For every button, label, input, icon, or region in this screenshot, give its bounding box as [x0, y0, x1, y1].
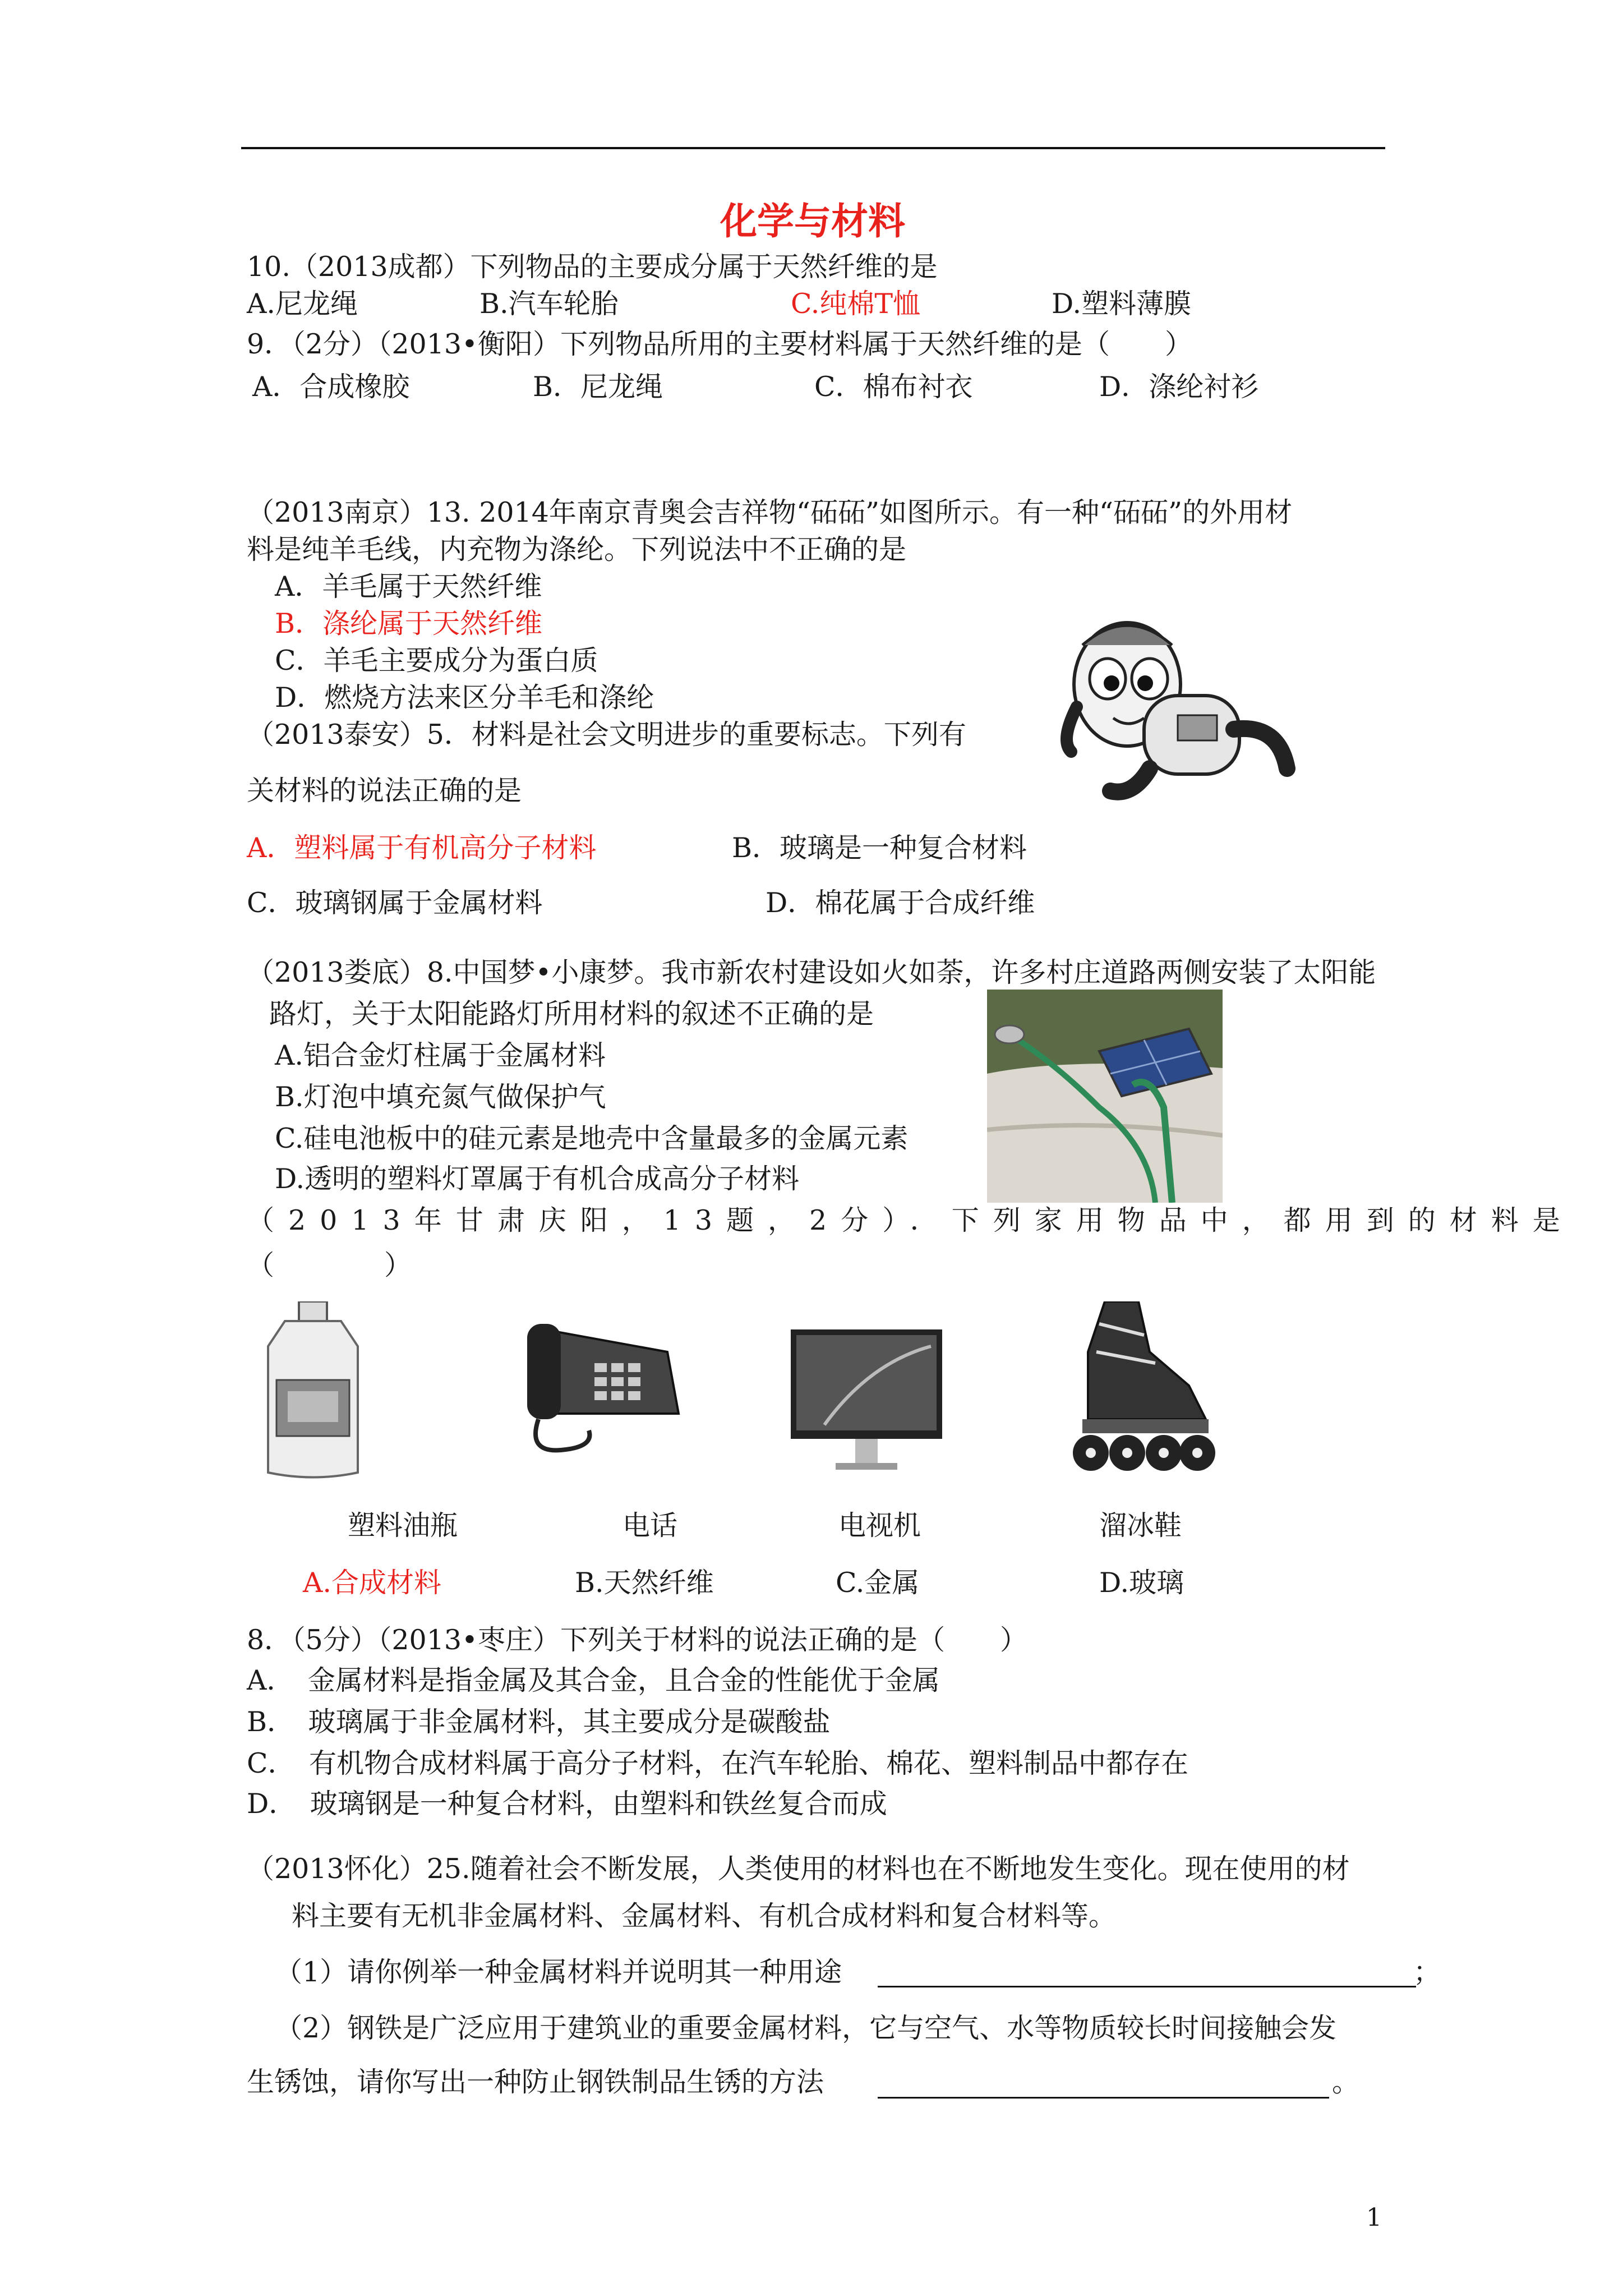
q4-option-a: A．塑料属于有机高分子材料	[247, 832, 597, 864]
q5-option-d: D.透明的塑料灯罩属于有机合成高分子材料	[275, 1163, 800, 1195]
q7-option-a: A． 金属材料是指金属及其合金，且合金的性能优于金属	[247, 1664, 940, 1696]
q7-option-b: B． 玻璃属于非金属材料，其主要成分是碳酸盐	[247, 1706, 831, 1738]
q8-stem-line1: （2013怀化）25.随着社会不断发展，人类使用的材料也在不断地发生变化。现在使用的材	[247, 1853, 1350, 1885]
mascot-image	[1060, 611, 1295, 802]
q6-stem-line2: （ ）	[247, 1249, 412, 1281]
q7-stem: 8．（5分）（2013•枣庄）下列关于材料的说法正确的是（ ）	[247, 1624, 1027, 1656]
q8-stem-line2: 料主要有无机非金属材料、金属材料、有机合成材料和复合材料等。	[292, 1900, 1117, 1932]
q4-option-d: D．棉花属于合成纤维	[766, 887, 1035, 919]
q2-option-c: C．棉布衬衣	[814, 371, 973, 403]
q6-option-a: A.合成材料	[303, 1567, 441, 1599]
q4-option-b: B．玻璃是一种复合材料	[732, 832, 1027, 864]
q6-option-b: B.天然纤维	[575, 1567, 714, 1599]
q3-option-c: C．羊毛主要成分为蛋白质	[275, 645, 598, 677]
q8-part2-line2: 生锈蚀，请你写出一种防止钢铁制品生锈的方法	[247, 2066, 824, 2098]
page-number: 1	[1366, 2203, 1382, 2232]
q8-part1-end: ；	[1413, 1956, 1441, 1988]
q1-option-a: A.尼龙绳	[247, 288, 358, 320]
telephone-image	[527, 1318, 695, 1464]
item-label-telephone: 电话	[623, 1510, 678, 1542]
q7-option-d: D． 玻璃钢是一种复合材料，由塑料和铁丝复合而成	[247, 1788, 887, 1820]
q6-option-c: C.金属	[836, 1567, 920, 1599]
q8-part2-end: 。	[1332, 2066, 1360, 2098]
page-title: 化学与材料	[720, 199, 905, 243]
q5-option-b: B.灯泡中填充氮气做保护气	[275, 1081, 606, 1113]
q1-stem: 10.（2013成都）下列物品的主要成分属于天然纤维的是	[247, 251, 938, 283]
header-rule	[241, 147, 1385, 149]
oil-bottle-image	[262, 1301, 363, 1481]
q2-stem: 9．（2分）（2013•衡阳）下列物品所用的主要材料属于天然纤维的是（ ）	[247, 328, 1192, 360]
q3-option-b: B．涤纶属于天然纤维	[275, 608, 543, 639]
q5-stem-line2: 路灯，关于太阳能路灯所用材料的叙述不正确的是	[269, 998, 874, 1030]
q1-option-b: B.汽车轮胎	[479, 288, 619, 320]
item-label-tv: 电视机	[838, 1510, 921, 1542]
q4-option-c: C．玻璃钢属于金属材料	[247, 887, 543, 919]
q3-option-d: D．燃烧方法来区分羊毛和涤纶	[275, 682, 654, 714]
q3-stem-line1: （2013南京）13. 2014年南京青奥会吉祥物“砳砳”如图所示。有一种“砳砳”的外用材	[247, 496, 1293, 528]
q5-stem-line1: （2013娄底）8.中国梦•小康梦。我市新农村建设如火如荼，许多村庄道路两侧安装了太阳能	[247, 956, 1376, 988]
q8-part1-answer-blank[interactable]	[878, 1986, 1416, 1987]
q5-option-c: C.硅电池板中的硅元素是地壳中含量最多的金属元素	[275, 1122, 909, 1154]
item-label-skates: 溜冰鞋	[1099, 1510, 1182, 1542]
q6-stem-line1: （2013年甘肃庆阳，13题，2分）．下列家用物品中，都用到的材料是	[247, 1204, 1574, 1236]
q2-option-a: A．合成橡胶	[252, 371, 410, 403]
q6-option-d: D.玻璃	[1099, 1567, 1184, 1599]
item-label-oil-bottle: 塑料油瓶	[348, 1510, 458, 1542]
q4-stem-line1: （2013泰安）5．材料是社会文明进步的重要标志。下列有	[247, 719, 966, 751]
q8-part2-line1: （2）钢铁是广泛应用于建筑业的重要金属材料，它与空气、水等物质较长时间接触会发	[275, 2012, 1337, 2044]
q8-part2-answer-blank[interactable]	[878, 2097, 1329, 2099]
q5-option-a: A.铝合金灯柱属于金属材料	[275, 1039, 606, 1071]
roller-skate-image	[1054, 1301, 1217, 1481]
q2-option-b: B．尼龙绳	[533, 371, 663, 403]
q3-option-a: A．羊毛属于天然纤维	[275, 570, 542, 602]
q1-option-d: D.塑料薄膜	[1052, 288, 1192, 320]
q1-option-c: C.纯棉T恤	[791, 288, 921, 320]
q4-stem-line2: 关材料的说法正确的是	[247, 775, 522, 807]
q8-part1: （1）请你例举一种金属材料并说明其一种用途	[275, 1956, 842, 1988]
q3-stem-line2: 料是纯羊毛线，内充物为涤纶。下列说法中不正确的是	[247, 533, 907, 565]
q2-option-d: D．涤纶衬衫	[1099, 371, 1259, 403]
solar-streetlamp-image	[987, 990, 1223, 1203]
tv-monitor-image	[791, 1329, 942, 1475]
q7-option-c: C． 有机物合成材料属于高分子材料，在汽车轮胎、棉花、塑料制品中都存在	[247, 1747, 1188, 1779]
